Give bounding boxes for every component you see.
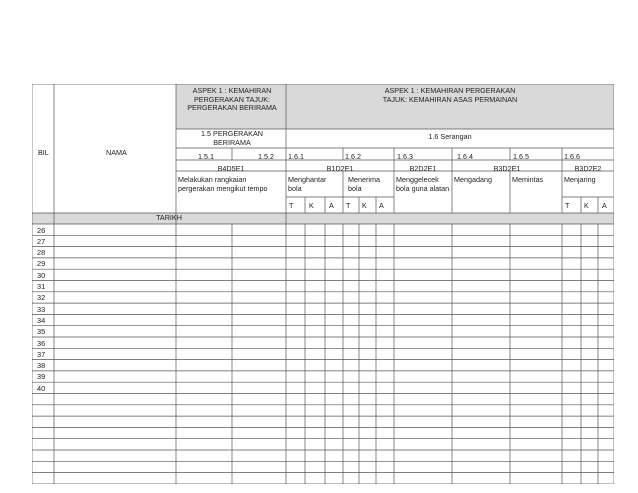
tarikh-label: TARIKH bbox=[156, 213, 182, 222]
code-1-5-1: 1.5.1 bbox=[198, 152, 214, 161]
tka-a-1: A bbox=[329, 201, 334, 210]
standard-b2d2e1: B2D2E1 bbox=[409, 164, 437, 173]
row-number: 36 bbox=[37, 338, 46, 348]
row-number: 33 bbox=[37, 304, 46, 314]
code-1-5-2: 1.5.2 bbox=[258, 152, 274, 161]
desc-menerima: Menerima bola bbox=[348, 175, 380, 193]
aspek-right-title-2: TAJUK: KEMAHIRAN ASAS PERMAINAN bbox=[382, 95, 518, 104]
tka-t-2: T bbox=[346, 201, 351, 210]
row-number: 29 bbox=[37, 259, 46, 269]
row-number: 28 bbox=[37, 248, 46, 258]
code-1-6-3: 1.6.3 bbox=[397, 152, 413, 161]
row-number: 40 bbox=[37, 383, 46, 393]
tka-k-3: K bbox=[584, 201, 589, 210]
code-1-6-6: 1.6.6 bbox=[564, 152, 580, 161]
row-number: 37 bbox=[37, 349, 46, 359]
tka-k-1: K bbox=[309, 201, 314, 210]
tka-k-2: K bbox=[362, 201, 367, 210]
desc-menghantar: Menghantar bola bbox=[288, 175, 327, 193]
standard-b1d2e1: B1D2E1 bbox=[326, 164, 354, 173]
row-number: 34 bbox=[37, 315, 46, 325]
row-number: 26 bbox=[37, 225, 46, 235]
code-1-6-2: 1.6.2 bbox=[345, 152, 361, 161]
tka-a-2: A bbox=[379, 201, 384, 210]
tka-a-3: A bbox=[602, 201, 607, 210]
aspek-right-title-1: ASPEK 1 : KEMAHIRAN PERGERAKAN bbox=[384, 86, 516, 95]
row-number: 32 bbox=[37, 293, 46, 303]
code-1-6-1: 1.6.1 bbox=[288, 152, 304, 161]
row-number: 38 bbox=[37, 361, 46, 371]
desc-menggelecek: Menggelecek bola guna alatan bbox=[396, 175, 450, 193]
row-number: 35 bbox=[37, 327, 46, 337]
standard-b3d2e1: B3D2E1 bbox=[493, 164, 521, 173]
bil-header: BIL bbox=[38, 148, 49, 157]
desc-rangkaian: Melakukan rangkaian pergerakan mengikut tempo bbox=[178, 175, 268, 193]
tka-t-1: T bbox=[289, 201, 294, 210]
standard-b3d2e2: B3D2E2 bbox=[574, 164, 602, 173]
code-1-6-5: 1.6.5 bbox=[513, 152, 529, 161]
code-1-6-4: 1.6.4 bbox=[457, 152, 473, 161]
table-grid bbox=[32, 84, 614, 484]
sub-right-title: 1.6 Serangan bbox=[428, 132, 472, 141]
desc-memintas: Memintas bbox=[512, 175, 544, 184]
desc-menjaring: Menjaring bbox=[564, 175, 596, 184]
aspek-left-title: ASPEK 1 : KEMAHIRAN PERGERAKAN TAJUK: PERGERAKAN BERIRAMA bbox=[187, 86, 277, 113]
nama-header: NAMA bbox=[106, 148, 127, 157]
row-number: 31 bbox=[37, 282, 46, 291]
row-number: 30 bbox=[37, 270, 46, 280]
desc-mengadang: Mengadang bbox=[454, 175, 492, 184]
row-number: 27 bbox=[37, 236, 46, 246]
tka-t-3: T bbox=[565, 201, 570, 210]
assessment-table bbox=[32, 84, 614, 484]
row-number: 39 bbox=[37, 372, 46, 382]
standard-b4d5e1: B4D5E1 bbox=[217, 164, 245, 173]
sub-left-title: 1.5 PERGERAKAN BERIRAMA bbox=[201, 129, 263, 147]
